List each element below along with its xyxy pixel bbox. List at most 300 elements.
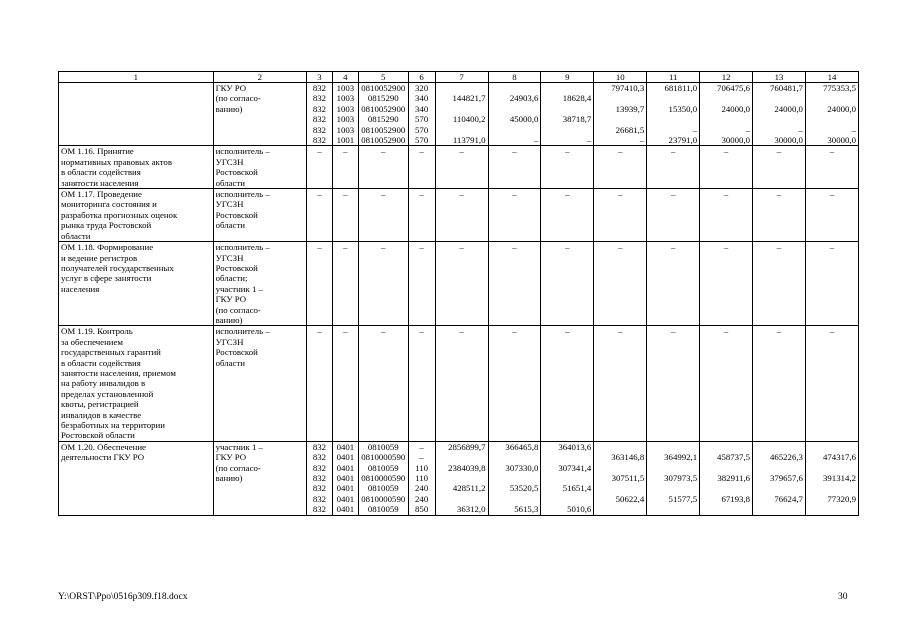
cell-dash: – xyxy=(565,146,570,157)
cell-line: УГСЗН xyxy=(215,156,244,167)
cell-line: 144821,7 xyxy=(452,93,486,104)
cell-line: 0401 xyxy=(336,441,355,452)
cell-line: участник 1 – xyxy=(215,283,263,294)
table-cell-col-5 xyxy=(358,189,408,242)
cell-line: 24000,0 xyxy=(721,103,751,114)
cell-line: – xyxy=(692,124,698,135)
cell-dash: – xyxy=(343,189,348,200)
cell-line: 832 xyxy=(312,441,327,452)
cell-line: УГСЗН xyxy=(215,336,244,347)
cell-line: 832 xyxy=(312,504,327,515)
cell-line: ОМ 1.18. Формирование xyxy=(61,242,154,253)
cell-line: УГСЗН xyxy=(215,199,244,210)
cell-line xyxy=(649,93,697,103)
table-cell-col-7 xyxy=(435,189,488,242)
cell-line xyxy=(491,494,539,504)
cell-dash: – xyxy=(723,146,729,157)
cell-line xyxy=(808,93,856,103)
cell-line: 364013,6 xyxy=(558,441,592,452)
cell-line: 110400,2 xyxy=(452,114,486,125)
cell-dash: – xyxy=(829,189,835,200)
cell-line: 0810059 xyxy=(367,483,399,494)
cell-dash: – xyxy=(670,189,676,200)
cell-line: 0401 xyxy=(336,493,355,504)
cell-line: 30000,0 xyxy=(721,135,751,146)
cell-line: – xyxy=(534,135,539,146)
column-header-13: 13 xyxy=(753,72,806,83)
table-cell-col-2 xyxy=(213,242,306,326)
column-header-6: 6 xyxy=(408,72,435,83)
table-cell-col-4 xyxy=(332,83,358,146)
cell-line xyxy=(543,452,591,462)
cell-line: 832 xyxy=(312,103,327,114)
cell-line: Ростовской xyxy=(215,167,258,178)
cell-line: услуг в сфере занятости xyxy=(61,273,152,284)
cell-line: 570 xyxy=(415,124,429,135)
table-cell-col-2 xyxy=(213,146,306,189)
cell-line: 0810000590 xyxy=(361,452,406,463)
cell-line xyxy=(755,483,803,493)
cell-line: исполнитель – xyxy=(215,189,270,200)
table-cell-col-6 xyxy=(408,441,435,515)
cell-line: 458737,5 xyxy=(717,452,751,463)
cell-line: ГКУ РО xyxy=(215,294,247,305)
cell-dash: – xyxy=(829,146,835,157)
table-cell-col-7 xyxy=(435,242,488,326)
footer-file-path: Y:\ORST\Ppo\0516p309.f18.docx xyxy=(58,592,188,602)
cell-line: 307330,0 xyxy=(505,462,539,473)
table-cell-col-12 xyxy=(700,441,753,515)
cell-line: занятости населения, приемом xyxy=(61,367,176,378)
cell-line xyxy=(543,125,591,135)
cell-dash: – xyxy=(565,189,570,200)
cell-line: исполнитель – xyxy=(215,146,270,157)
table-cell-col-4 xyxy=(332,146,358,189)
cell-line: 0810000590 xyxy=(361,473,406,484)
column-header-4: 4 xyxy=(332,72,358,83)
table-cell-col-13 xyxy=(753,146,806,189)
table-cell-col-6 xyxy=(408,326,435,441)
table-cell-col-1 xyxy=(59,146,214,189)
cell-line: на работу инвалидов в xyxy=(61,378,146,389)
cell-line: 0810059 xyxy=(367,462,399,473)
cell-line: Ростовской области xyxy=(61,430,135,441)
cell-line: 5615,3 xyxy=(514,504,539,515)
table-cell-col-9 xyxy=(541,83,594,146)
cell-dash: – xyxy=(381,146,386,157)
cell-line xyxy=(649,442,697,452)
cell-dash: – xyxy=(343,242,348,253)
cell-dash: – xyxy=(670,242,676,253)
cell-line: 0815290 xyxy=(367,114,399,125)
cell-dash: – xyxy=(618,146,623,157)
cell-line: 0810052900 xyxy=(361,103,406,114)
cell-dash: – xyxy=(381,326,386,337)
cell-dash: – xyxy=(776,146,782,157)
cell-line: занятости населения xyxy=(61,177,139,188)
table-cell-col-12 xyxy=(700,326,753,441)
cell-line xyxy=(808,483,856,493)
table-cell-col-9 xyxy=(541,242,594,326)
table-cell-col-5 xyxy=(358,326,408,441)
cell-line: 113791,0 xyxy=(452,135,486,146)
cell-line xyxy=(702,442,750,452)
cell-line: 832 xyxy=(312,114,327,125)
table-cell-col-6 xyxy=(408,83,435,146)
cell-line xyxy=(438,125,486,135)
cell-line: 15350,0 xyxy=(668,103,698,114)
table-cell-col-1 xyxy=(59,441,214,515)
table-cell-col-4 xyxy=(332,242,358,326)
cell-line: – xyxy=(639,135,645,146)
cell-line: ОМ 1.16. Принятие xyxy=(61,146,134,157)
cell-line: ванию) xyxy=(215,314,243,325)
column-header-10: 10 xyxy=(594,72,647,83)
cell-dash: – xyxy=(618,242,623,253)
cell-line: 307511,5 xyxy=(611,473,645,484)
cell-line: ГКУ РО xyxy=(215,83,247,93)
cell-line: 832 xyxy=(312,462,327,473)
cell-line: – xyxy=(586,135,592,146)
cell-line: 45000,0 xyxy=(509,114,539,125)
table-cell-col-1 xyxy=(59,326,214,441)
cell-line: ОМ 1.17. Проведение xyxy=(61,189,142,200)
cell-line: в области содействия xyxy=(61,167,141,178)
cell-dash: – xyxy=(459,326,464,337)
cell-dash: – xyxy=(419,146,424,157)
table-cell-col-13 xyxy=(753,83,806,146)
table-cell-col-9 xyxy=(541,326,594,441)
table-cell-col-10 xyxy=(594,242,647,326)
table-cell-col-8 xyxy=(488,83,541,146)
cell-line: 24000,0 xyxy=(774,103,803,114)
cell-dash: – xyxy=(317,146,322,157)
table-cell-col-12 xyxy=(700,189,753,242)
cell-line: 0810052900 xyxy=(361,83,406,93)
cell-line: 24000,0 xyxy=(827,103,856,114)
cell-dash: – xyxy=(459,242,464,253)
table-cell-col-11 xyxy=(647,242,700,326)
cell-line: исполнитель – xyxy=(215,242,270,253)
cell-line xyxy=(543,473,591,483)
cell-line: исполнитель – xyxy=(215,326,270,337)
cell-line xyxy=(755,463,803,473)
cell-line xyxy=(543,104,591,114)
cell-dash: – xyxy=(419,189,424,200)
cell-dash: – xyxy=(670,326,676,337)
cell-dash: – xyxy=(419,242,424,253)
cell-line: (по согласо- xyxy=(215,462,261,473)
table-cell-col-13 xyxy=(753,242,806,326)
cell-line xyxy=(596,93,644,103)
cell-line: 775353,5 xyxy=(823,83,856,93)
cell-line xyxy=(702,504,750,514)
cell-line: 832 xyxy=(312,493,327,504)
cell-line xyxy=(543,83,591,93)
column-header-9: 9 xyxy=(541,72,594,83)
cell-dash: – xyxy=(723,326,729,337)
cell-dash: – xyxy=(381,242,386,253)
cell-line: УГСЗН xyxy=(215,252,244,263)
column-header-14: 14 xyxy=(805,72,858,83)
table-cell-col-14 xyxy=(805,242,858,326)
cell-line: области xyxy=(215,177,245,188)
cell-line xyxy=(596,442,644,452)
table-cell-col-3 xyxy=(306,146,332,189)
cell-line: – xyxy=(851,124,856,135)
table-row xyxy=(59,189,859,242)
table-cell-col-13 xyxy=(753,326,806,441)
table-cell-col-3 xyxy=(306,189,332,242)
cell-dash: – xyxy=(419,326,424,337)
cell-line xyxy=(61,83,211,93)
cell-line: 307341,4 xyxy=(558,462,592,473)
cell-line: 2856899,7 xyxy=(448,441,486,452)
table-cell-col-4 xyxy=(332,326,358,441)
cell-line: 760481,7 xyxy=(769,83,803,93)
cell-line: 570 xyxy=(415,114,429,125)
cell-line: квоты, регистрацией xyxy=(61,399,139,410)
cell-line xyxy=(755,93,803,103)
table-cell-col-11 xyxy=(647,189,700,242)
cell-line: 76624,7 xyxy=(774,493,803,504)
table-cell-col-6 xyxy=(408,242,435,326)
cell-dash: – xyxy=(618,326,623,337)
cell-line: 240 xyxy=(415,483,429,494)
table-cell-col-2 xyxy=(213,83,306,146)
cell-line: области xyxy=(215,220,245,231)
cell-dash: – xyxy=(317,326,322,337)
cell-dash: – xyxy=(512,146,517,157)
cell-line: пределах установленной xyxy=(61,388,154,399)
table-cell-col-3 xyxy=(306,441,332,515)
table-cell-col-8 xyxy=(488,189,541,242)
cell-line: 23791,0 xyxy=(668,135,698,146)
cell-line: 832 xyxy=(312,483,327,494)
cell-line: 797410,3 xyxy=(611,83,645,93)
cell-line: 1003 xyxy=(336,114,355,125)
cell-line: 26681,5 xyxy=(615,124,645,135)
cell-line: 0815290 xyxy=(367,93,399,104)
column-header-8: 8 xyxy=(488,72,541,83)
table-cell-col-4 xyxy=(332,441,358,515)
cell-line: 428511,2 xyxy=(452,483,486,494)
cell-line: 0401 xyxy=(336,462,355,473)
table-cell-col-14 xyxy=(805,83,858,146)
cell-line: области xyxy=(215,357,245,368)
cell-line xyxy=(702,483,750,493)
table-cell-col-4 xyxy=(332,189,358,242)
cell-line xyxy=(649,504,697,514)
cell-line: 51577,5 xyxy=(668,493,698,504)
cell-line: ГКУ РО xyxy=(215,452,247,463)
cell-line xyxy=(491,473,539,483)
table-cell-col-10 xyxy=(594,326,647,441)
cell-line xyxy=(491,125,539,135)
table-row xyxy=(59,83,859,146)
cell-line: ОМ 1.20. Обеспечение xyxy=(61,441,146,452)
table-cell-col-1 xyxy=(59,242,214,326)
cell-line: 51651,4 xyxy=(562,483,592,494)
table-cell-col-2 xyxy=(213,441,306,515)
cell-line: области; xyxy=(215,273,248,284)
table-cell-col-5 xyxy=(358,441,408,515)
table-cell-col-12 xyxy=(700,83,753,146)
table-cell-col-12 xyxy=(700,146,753,189)
cell-line: 1003 xyxy=(336,83,355,93)
cell-line: 0810059 xyxy=(367,504,399,515)
cell-line: 832 xyxy=(312,452,327,463)
table-cell-col-8 xyxy=(488,326,541,441)
cell-line: 0810000590 xyxy=(361,493,406,504)
cell-line: 706475,6 xyxy=(717,83,751,93)
cell-line: и ведение регистров xyxy=(61,252,138,263)
table-cell-col-5 xyxy=(358,242,408,326)
cell-line: 832 xyxy=(312,83,327,93)
table-cell-col-7 xyxy=(435,441,488,515)
cell-line: в области содействия xyxy=(61,357,141,368)
cell-line: мониторинга состояния и xyxy=(61,199,157,210)
cell-line: государственных гарантий xyxy=(61,347,161,358)
cell-line xyxy=(596,483,644,493)
table-cell-col-2 xyxy=(213,189,306,242)
cell-dash: – xyxy=(459,146,464,157)
cell-line: 832 xyxy=(312,93,327,104)
cell-line: – xyxy=(745,124,751,135)
cell-line: 0810052900 xyxy=(361,124,406,135)
column-header-row xyxy=(59,72,859,83)
cell-dash: – xyxy=(776,189,782,200)
cell-line: 30000,0 xyxy=(774,135,803,146)
cell-line: – xyxy=(798,124,803,135)
table-cell-col-13 xyxy=(753,189,806,242)
cell-line xyxy=(755,114,803,124)
table-cell-col-11 xyxy=(647,83,700,146)
cell-line xyxy=(808,504,856,514)
cell-line: 0810052900 xyxy=(361,135,406,146)
cell-dash: – xyxy=(723,242,729,253)
cell-line: – xyxy=(419,452,424,463)
cell-line: 0401 xyxy=(336,504,355,515)
cell-line: ОМ 1.19. Контроль xyxy=(61,326,133,337)
cell-line xyxy=(491,104,539,114)
table-cell-col-14 xyxy=(805,146,858,189)
cell-line: участник 1 – xyxy=(215,441,263,452)
cell-dash: – xyxy=(317,242,322,253)
table-cell-col-14 xyxy=(805,189,858,242)
table-cell-col-6 xyxy=(408,189,435,242)
cell-line: 320 xyxy=(415,83,429,93)
cell-line: 307973,5 xyxy=(664,473,698,484)
table-cell-col-7 xyxy=(435,146,488,189)
cell-line: 832 xyxy=(312,135,327,146)
table-cell-col-3 xyxy=(306,83,332,146)
table-cell-col-5 xyxy=(358,146,408,189)
cell-line xyxy=(438,83,486,93)
table-cell-col-11 xyxy=(647,441,700,515)
table-cell-col-7 xyxy=(435,83,488,146)
table-cell-col-3 xyxy=(306,326,332,441)
cell-line xyxy=(808,442,856,452)
cell-line xyxy=(755,504,803,514)
cell-line: – xyxy=(419,441,424,452)
table-cell-col-1 xyxy=(59,189,214,242)
table-cell-col-2 xyxy=(213,326,306,441)
cell-dash: – xyxy=(343,326,348,337)
table-cell-col-12 xyxy=(700,242,753,326)
cell-dash: – xyxy=(829,242,835,253)
cell-line xyxy=(491,452,539,462)
table-cell-col-10 xyxy=(594,83,647,146)
cell-dash: – xyxy=(459,189,464,200)
cell-line: 391314,2 xyxy=(823,473,856,484)
cell-line xyxy=(596,504,644,514)
cell-dash: – xyxy=(723,189,729,200)
cell-line: за обеспечением xyxy=(61,336,123,347)
cell-line xyxy=(438,104,486,114)
cell-line: 1003 xyxy=(336,103,355,114)
cell-line: населения xyxy=(61,283,100,294)
cell-line: Ростовской xyxy=(215,347,258,358)
cell-line: 1003 xyxy=(336,93,355,104)
cell-line xyxy=(438,452,486,462)
cell-line: 5010,6 xyxy=(567,504,592,515)
cell-dash: – xyxy=(317,189,322,200)
cell-line: 110 xyxy=(415,462,429,473)
table-cell-col-6 xyxy=(408,146,435,189)
table-body xyxy=(59,83,859,516)
cell-dash: – xyxy=(618,189,623,200)
cell-line: 38718,7 xyxy=(562,114,592,125)
table-cell-col-9 xyxy=(541,189,594,242)
table-cell-col-14 xyxy=(805,326,858,441)
cell-line: 832 xyxy=(312,124,327,135)
table-cell-col-14 xyxy=(805,441,858,515)
cell-line xyxy=(702,114,750,124)
cell-line: инвалидов в качестве xyxy=(61,409,142,420)
cell-line: 110 xyxy=(415,473,429,484)
cell-line xyxy=(596,114,644,124)
cell-dash: – xyxy=(512,326,517,337)
cell-line xyxy=(543,494,591,504)
cell-line: 382911,6 xyxy=(717,473,751,484)
cell-line: нормативных правовых актов xyxy=(61,156,172,167)
cell-line: 570 xyxy=(415,135,429,146)
table-cell-col-1 xyxy=(59,83,214,146)
cell-line: области xyxy=(61,230,91,241)
cell-line: ванию) xyxy=(215,103,243,114)
cell-line: 364992,1 xyxy=(664,452,698,463)
cell-line: 30000,0 xyxy=(827,135,856,146)
cell-line: Ростовской xyxy=(215,262,258,273)
column-header-3: 3 xyxy=(306,72,332,83)
cell-line xyxy=(755,442,803,452)
table-cell-col-9 xyxy=(541,146,594,189)
cell-line: безработных на территории xyxy=(61,420,165,430)
cell-line xyxy=(702,93,750,103)
cell-line: разработка прогнозных оценок xyxy=(61,209,178,220)
cell-line xyxy=(808,114,856,124)
cell-dash: – xyxy=(512,242,517,253)
table-cell-col-9 xyxy=(541,441,594,515)
cell-line: 340 xyxy=(415,103,429,114)
cell-line: 379657,6 xyxy=(769,473,803,484)
cell-line: 18628,4 xyxy=(562,93,592,104)
cell-line: 36312,0 xyxy=(456,504,486,515)
cell-line xyxy=(596,463,644,473)
table-row xyxy=(59,326,859,441)
table-cell-col-5 xyxy=(358,83,408,146)
